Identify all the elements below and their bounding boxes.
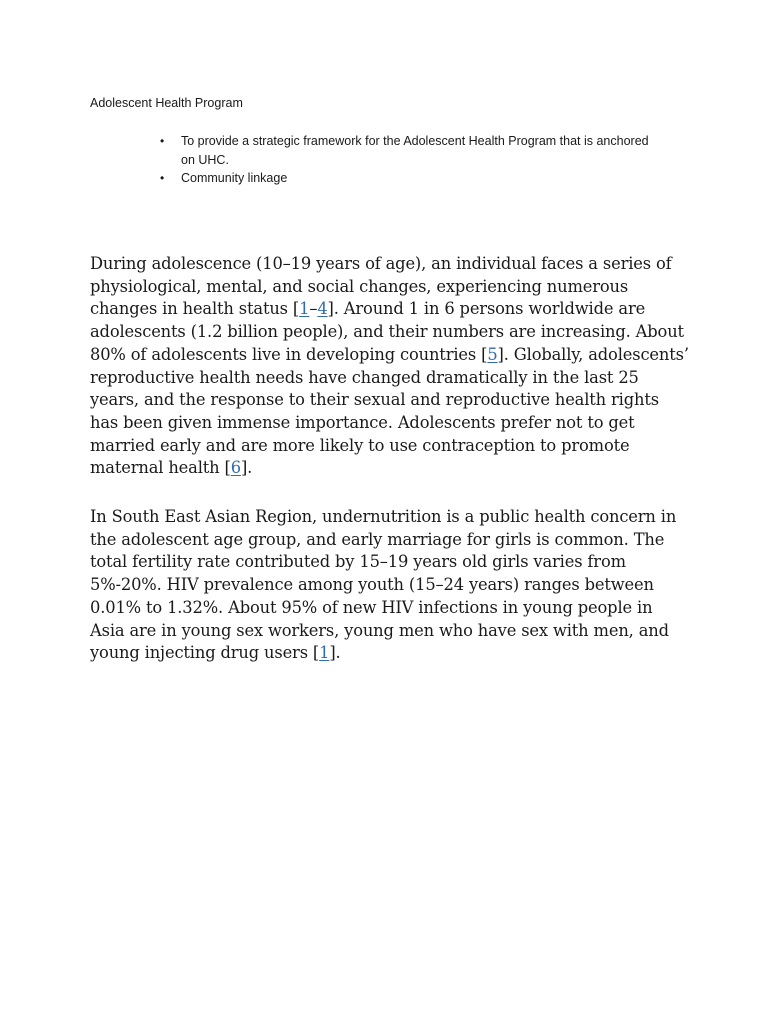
citation-range-dash: –	[309, 299, 318, 319]
bullet-marker: •	[160, 134, 165, 148]
objectives-list	[160, 132, 660, 188]
paragraph-text: ]. Around 1 in 6 persons worldwide are adolescents (1.2 billion people), and their numbers are increasing. About 80% of adolescents live in developing countries [	[90, 299, 684, 364]
citation-link-1[interactable]: 1	[299, 299, 310, 319]
citation-link-1[interactable]: 1	[319, 643, 330, 663]
list-item-text: Community linkage	[181, 171, 288, 185]
body-paragraph-south-east-asia	[90, 506, 690, 665]
paragraph-text: ].	[329, 643, 341, 663]
citation-link-4[interactable]: 4	[317, 299, 328, 319]
section-heading: Adolescent Health Program	[90, 96, 243, 110]
paragraph-text: During adolescence (10–19 years of age), an individual faces a series of physiological, mental, and social changes, experiencing numerous changes in health status [	[90, 254, 672, 319]
citation-link-6[interactable]: 6	[230, 458, 241, 478]
paragraph-text: ]. Globally, adolescents’ reproductive health needs have changed dramatically in the last 25 years, and the response to their sexual and reproductive health rights has been given immense importance. Adolescents prefer not to get married early and are more likely to use contraception to promote maternal health [	[90, 344, 689, 478]
bullet-marker: •	[160, 171, 165, 185]
list-item	[160, 132, 660, 169]
body-paragraph-adolescence	[90, 253, 690, 480]
paragraph-text: In South East Asian Region, undernutrition is a public health concern in the adolescent age group, and early marriage for girls is common. The total fertility rate contributed by 15–19 years old girls varies from 5%-20%. HIV prevalence among youth (15–24 years) ranges between 0.01% to 1.32%. About 95% of new HIV infections in young people in Asia are in young sex workers, young men who have sex with men, and young injecting drug users [	[90, 507, 677, 663]
paragraph-text: ].	[240, 458, 253, 478]
list-item	[160, 169, 660, 188]
list-item-text: To provide a strategic framework for the Adolescent Health Program that is anchored on UHC.	[181, 134, 649, 167]
citation-link-5[interactable]: 5	[487, 344, 498, 364]
